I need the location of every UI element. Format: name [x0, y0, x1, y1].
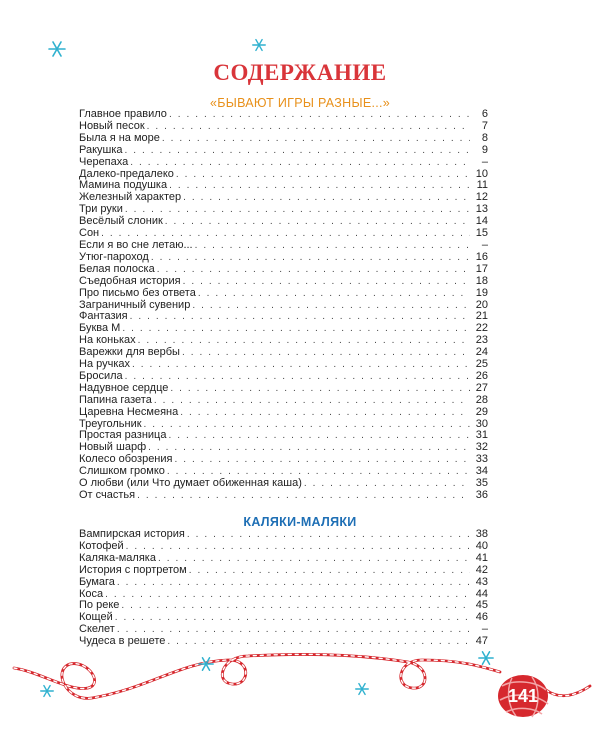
- snowflake-icon: [252, 38, 266, 52]
- toc-entry-title: Варежки для вербы: [79, 346, 180, 359]
- toc-entry-page: 10: [475, 167, 488, 180]
- toc-entry-title: Бросила: [79, 369, 123, 382]
- toc-entry-page: 44: [475, 587, 488, 600]
- toc-entry-page: –: [481, 155, 488, 168]
- toc-entry-title: Слишком громко: [79, 465, 165, 478]
- snowflake-icon: [198, 656, 214, 672]
- toc-entry-page: 12: [475, 191, 488, 204]
- toc-entry-page: 9: [481, 143, 488, 156]
- toc-entry-title: Белая полоска: [79, 262, 155, 275]
- toc-entry-title: Колесо обозрения: [79, 453, 173, 466]
- toc-entry-page: 35: [475, 477, 488, 490]
- toc-entry-page: 32: [475, 441, 488, 454]
- toc-entry-title: Железный характер: [79, 191, 182, 204]
- toc-entry-title: Далеко-предалеко: [79, 167, 174, 180]
- toc-entry-page: 40: [475, 539, 488, 552]
- toc-entry-title: Мамина подушка: [79, 179, 168, 192]
- toc-entry-title: Чудеса в решете: [79, 635, 166, 648]
- toc-entry-title: Новый шарф: [79, 441, 147, 454]
- toc-entry-page: 21: [475, 310, 488, 323]
- toc-entry-title: История с портретом: [79, 563, 187, 576]
- toc-entry-page: 33: [475, 453, 488, 466]
- page-number: 141: [507, 685, 539, 706]
- toc-entry-title: Вампирская история: [79, 528, 185, 540]
- toc-entry-title: Папина газета: [79, 393, 152, 406]
- toc-entry-title: Ракушка: [79, 143, 123, 156]
- toc-entry-title: На коньках: [79, 334, 136, 347]
- toc-entry-page: –: [481, 238, 488, 251]
- toc-entry-title: Буква М: [79, 322, 121, 335]
- toc-entry-page: 42: [475, 563, 488, 576]
- page-title: СОДЕРЖАНИЕ: [213, 60, 387, 85]
- toc-entry-page: 38: [475, 528, 488, 540]
- snowflake-icon: [478, 650, 494, 666]
- toc-entry-title: От счастья: [79, 489, 136, 501]
- toc-entry-page: 28: [475, 393, 488, 406]
- toc-entry-title: Каляка-маляка: [79, 551, 156, 564]
- toc-entry-page: 18: [475, 274, 488, 287]
- toc-entry-title: Черепаха: [79, 155, 129, 168]
- toc-entry-page: 17: [475, 262, 488, 275]
- toc-entry-title: Котофей: [79, 539, 124, 552]
- toc-entry-title: Сон: [79, 227, 100, 240]
- toc-entry-title: Треугольник: [79, 417, 142, 430]
- section-heading-kalyaki: КАЛЯКИ-МАЛЯКИ: [243, 515, 357, 529]
- toc-entry-title: Скелет: [79, 623, 115, 636]
- toc-entry-page: 19: [475, 286, 488, 299]
- section-heading-games: «БЫВАЮТ ИГРЫ РАЗНЫЕ...»: [209, 96, 391, 110]
- toc-entry-page: –: [481, 623, 488, 636]
- toc-entry-page: 23: [475, 334, 488, 347]
- toc-entry-page: 25: [475, 358, 488, 371]
- toc-entry-page: 22: [475, 322, 488, 335]
- toc-entry-title: Кощей: [79, 611, 113, 624]
- toc-entry-page: 8: [481, 131, 488, 144]
- toc-entry-page: 29: [475, 405, 488, 418]
- toc-entry-title: Фантазия: [79, 310, 128, 323]
- toc-entry-title: Надувное сердце: [79, 381, 169, 394]
- toc-entry-page: 31: [475, 429, 488, 442]
- toc-entry-title: Утюг-пароход: [79, 250, 149, 263]
- toc-entry-page: 34: [475, 465, 488, 478]
- toc-entry-title: По реке: [79, 599, 120, 612]
- toc-entry-page: 41: [475, 551, 488, 564]
- toc-entry-title: Бумага: [79, 575, 115, 588]
- toc-entry-title: Если я во сне летаю...: [79, 238, 193, 251]
- toc-entry-title: О любви (или Что думает обиженная каша): [79, 477, 302, 490]
- toc-entry-title: Весёлый слоник: [79, 215, 163, 228]
- toc-entry-page: 13: [475, 203, 488, 216]
- toc-entry-page: 45: [475, 599, 488, 612]
- toc-entry-page: 27: [475, 381, 488, 394]
- toc-entry-page: 7: [481, 119, 488, 132]
- toc-entry-title: Про письмо без ответа: [79, 286, 196, 299]
- toc-entry-page: 47: [475, 635, 488, 648]
- toc-entry-page: 6: [481, 108, 488, 120]
- toc-entry-page: 46: [475, 611, 488, 624]
- toc-entry-page: 14: [475, 215, 488, 228]
- snowflake-icon: [40, 684, 54, 698]
- toc-entry-title: Главное правило: [79, 108, 167, 120]
- toc-entry-page: 26: [475, 369, 488, 382]
- toc-entry-title: Съедобная история: [79, 274, 181, 287]
- snowflake-icon: [355, 682, 369, 696]
- toc-entry-title: Коса: [79, 587, 104, 600]
- toc-entry-title: Простая разница: [79, 429, 167, 442]
- toc-entry-page: 36: [475, 489, 488, 501]
- toc-entry-title: Царевна Несмеяна: [79, 405, 179, 418]
- toc-entry-title: На ручках: [79, 358, 131, 371]
- snowflake-icon: [48, 40, 66, 58]
- toc-entry-page: 16: [475, 250, 488, 263]
- toc-entry-title: Заграничный сувенир: [79, 298, 191, 311]
- toc-entry-page: 20: [475, 298, 488, 311]
- toc-entry-page: 43: [475, 575, 488, 588]
- toc-entry-page: 24: [475, 346, 488, 359]
- toc-entry-page: 15: [475, 227, 488, 240]
- toc-entry-title: Была я на море: [79, 131, 160, 144]
- toc-entry-title: Новый песок: [79, 119, 145, 132]
- toc-entry-title: Три руки: [79, 203, 123, 216]
- toc-entry-page: 30: [475, 417, 488, 430]
- toc-entry-page: 11: [476, 179, 488, 192]
